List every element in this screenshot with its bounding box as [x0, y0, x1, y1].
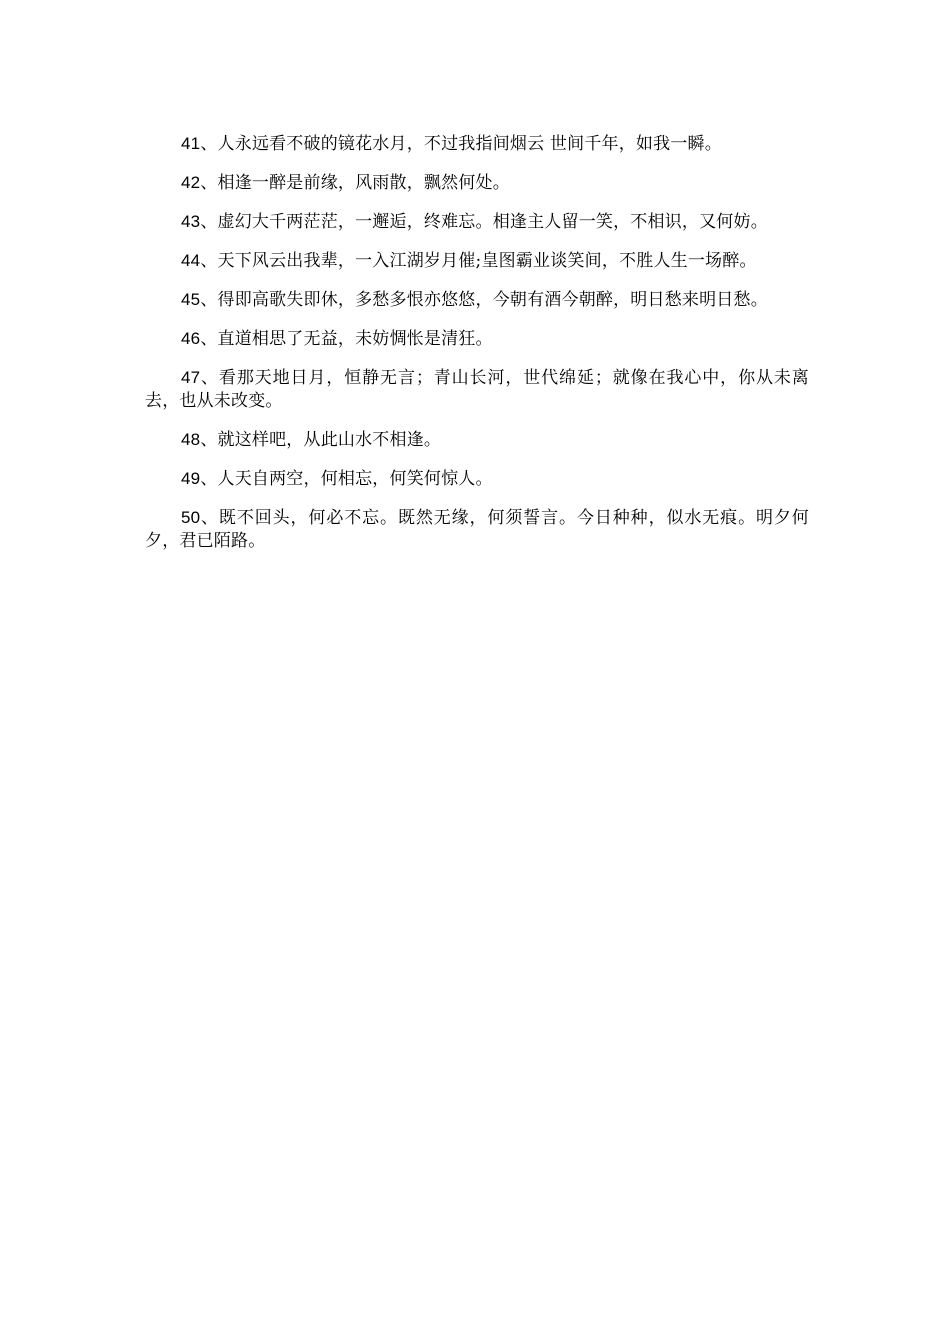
list-item — [145, 171, 809, 195]
item-number: 50 — [181, 508, 201, 527]
item-number: 42 — [181, 173, 201, 192]
item-number: 44 — [181, 251, 201, 270]
list-item — [145, 249, 809, 273]
list-item — [145, 210, 809, 234]
item-text: 、虚幻大千两茫茫，一邂逅，终难忘。相逢主人留一笑，不相识，又何妨。 — [200, 212, 768, 232]
list-item — [145, 467, 809, 491]
item-text: 、相逢一醉是前缘，风雨散，飘然何处。 — [200, 173, 510, 193]
list-item — [145, 132, 809, 156]
item-number: 48 — [181, 430, 201, 449]
item-text: 、得即高歌失即休，多愁多恨亦悠悠，今朝有酒今朝醉，明日愁来明日愁。 — [200, 290, 768, 310]
item-number: 41 — [181, 134, 201, 153]
document-body — [145, 132, 809, 568]
item-text: 、人天自两空，何相忘，何笑何惊人。 — [200, 469, 493, 489]
list-item — [145, 428, 809, 452]
item-text: 、既不回头，何必不忘。既然无缘，何须誓言。今日种种，似水无痕。明夕何夕，君已陌路。 — [145, 508, 809, 551]
item-number: 49 — [181, 469, 201, 488]
item-number: 46 — [181, 329, 201, 348]
list-item — [145, 506, 809, 553]
list-item — [145, 327, 809, 351]
item-text: 、人永远看不破的镜花水月，不过我指间烟云 世间千年，如我一瞬。 — [200, 134, 722, 154]
item-text: 、就这样吧，从此山水不相逢。 — [200, 430, 442, 450]
item-number: 43 — [181, 212, 201, 231]
item-text: 、天下风云出我辈，一入江湖岁月催;皇图霸业谈笑间，不胜人生一场醉。 — [200, 251, 757, 271]
list-item — [145, 288, 809, 312]
item-text: 、直道相思了无益，未妨惆怅是清狂。 — [200, 329, 493, 349]
list-item — [145, 366, 809, 413]
item-number: 47 — [181, 368, 201, 387]
item-number: 45 — [181, 290, 201, 309]
item-text: 、看那天地日月，恒静无言；青山长河，世代绵延；就像在我心中，你从未离去，也从未改变。 — [145, 368, 809, 411]
